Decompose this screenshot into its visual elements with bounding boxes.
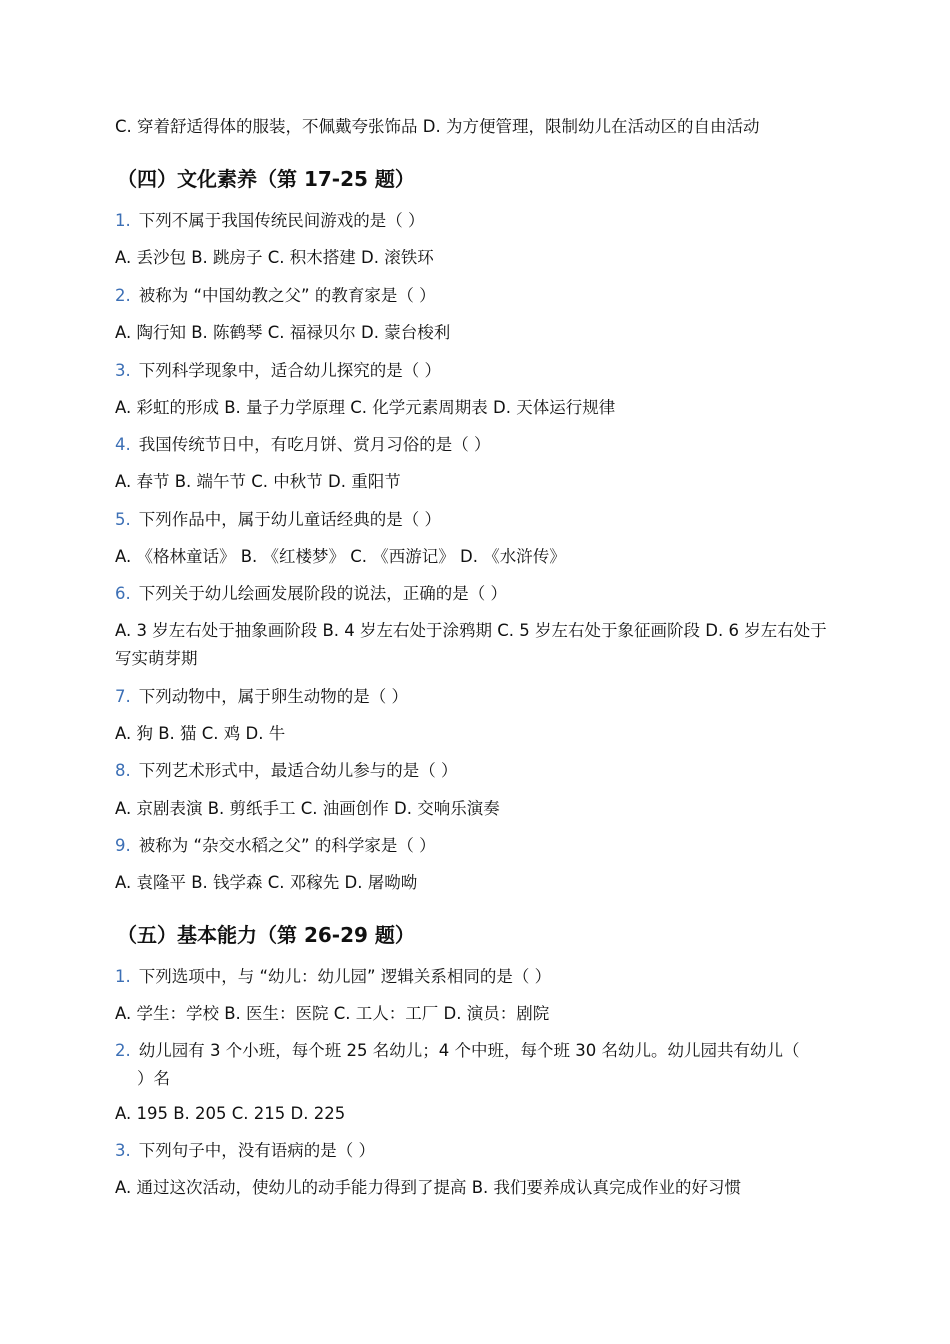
question-line [115, 1037, 799, 1065]
question-text: 被称为 “中国幼教之父” 的教育家是（ ） [138, 286, 436, 305]
question-number: 2. [115, 1041, 131, 1060]
question-text: 下列作品中，属于幼儿童话经典的是（ ） [138, 510, 441, 529]
question-line [115, 963, 551, 991]
question-number: 3. [115, 1141, 131, 1160]
question-line [115, 357, 441, 385]
question-continuation [115, 1065, 170, 1093]
question-text: 我国传统节日中，有吃月饼、赏月习俗的是（ ） [138, 435, 491, 454]
question-line [115, 506, 441, 534]
question-text: 下列选项中，与 “幼儿：幼儿园” 逻辑关系相同的是（ ） [138, 967, 552, 986]
question-text: 被称为 “杂交水稻之父” 的科学家是（ ） [138, 836, 436, 855]
option-line: A. 京剧表演 B. 剪纸手工 C. 油画创作 D. 交响乐演奏 [115, 799, 500, 818]
section-heading: （五）基本能力（第 26-29 题） [117, 923, 415, 947]
question-line [115, 757, 458, 785]
option-line: A. 丢沙包 B. 跳房子 C. 积木搭建 D. 滚铁环 [115, 248, 434, 267]
question-text: 下列科学现象中，适合幼儿探究的是（ ） [138, 361, 441, 380]
question-number: 6. [115, 584, 131, 603]
option-line: A. 通过这次活动，使幼儿的动手能力得到了提高 B. 我们要养成认真完成作业的好习惯 [115, 1178, 742, 1197]
question-number: 4. [115, 435, 131, 454]
question-line [115, 207, 425, 235]
question-line [115, 683, 408, 711]
question-number: 7. [115, 687, 131, 706]
option-line: A. 3 岁左右处于抽象画阶段 B. 4 岁左右处于涂鸦期 C. 5 岁左右处于象征画阶段 D. 6 岁左右处于写实萌芽期 [115, 621, 827, 668]
option-line: A. 陶行知 B. 陈鹤琴 C. 福禄贝尔 D. 蒙台梭利 [115, 323, 451, 342]
question-text: 下列艺术形式中，最适合幼儿参与的是（ ） [138, 761, 458, 780]
question-number: 2. [115, 286, 131, 305]
question-line [115, 431, 491, 459]
question-line [115, 832, 436, 860]
option-line: A. 狗 B. 猫 C. 鸡 D. 牛 [115, 724, 286, 743]
option-line: A. 彩虹的形成 B. 量子力学原理 C. 化学元素周期表 D. 天体运行规律 [115, 398, 616, 417]
question-number: 8. [115, 761, 131, 780]
question-number: 5. [115, 510, 131, 529]
question-line [115, 580, 507, 608]
question-number: 1. [115, 967, 131, 986]
option-line: A. 春节 B. 端午节 C. 中秋节 D. 重阳节 [115, 472, 401, 491]
question-text: 下列动物中，属于卵生动物的是（ ） [138, 687, 408, 706]
option-line: A. 学生：学校 B. 医生：医院 C. 工人：工厂 D. 演员：剧院 [115, 1004, 550, 1023]
option-line: C. 穿着舒适得体的服装，不佩戴夸张饰品 D. 为方便管理，限制幼儿在活动区的自由活动 [115, 117, 760, 136]
option-line: A. 195 B. 205 C. 215 D. 225 [115, 1104, 346, 1123]
question-number: 1. [115, 211, 131, 230]
question-text: 幼儿园有 3 个小班，每个班 25 名幼儿；4 个中班，每个班 30 名幼儿。幼儿园共有幼儿（ [138, 1041, 800, 1060]
option-line: A. 《格林童话》 B. 《红楼梦》 C. 《西游记》 D. 《水浒传》 [115, 547, 566, 566]
question-text: 下列不属于我国传统民间游戏的是（ ） [138, 211, 425, 230]
section-heading: （四）文化素养（第 17-25 题） [117, 167, 415, 191]
option-line: A. 袁隆平 B. 钱学森 C. 邓稼先 D. 屠呦呦 [115, 873, 418, 892]
question-number: 3. [115, 361, 131, 380]
question-text: 下列关于幼儿绘画发展阶段的说法，正确的是（ ） [138, 584, 507, 603]
question-text: 下列句子中，没有语病的是（ ） [138, 1141, 375, 1160]
question-text: ）名 [137, 1069, 170, 1088]
question-number: 9. [115, 836, 131, 855]
question-line [115, 282, 436, 310]
question-line [115, 1137, 375, 1165]
